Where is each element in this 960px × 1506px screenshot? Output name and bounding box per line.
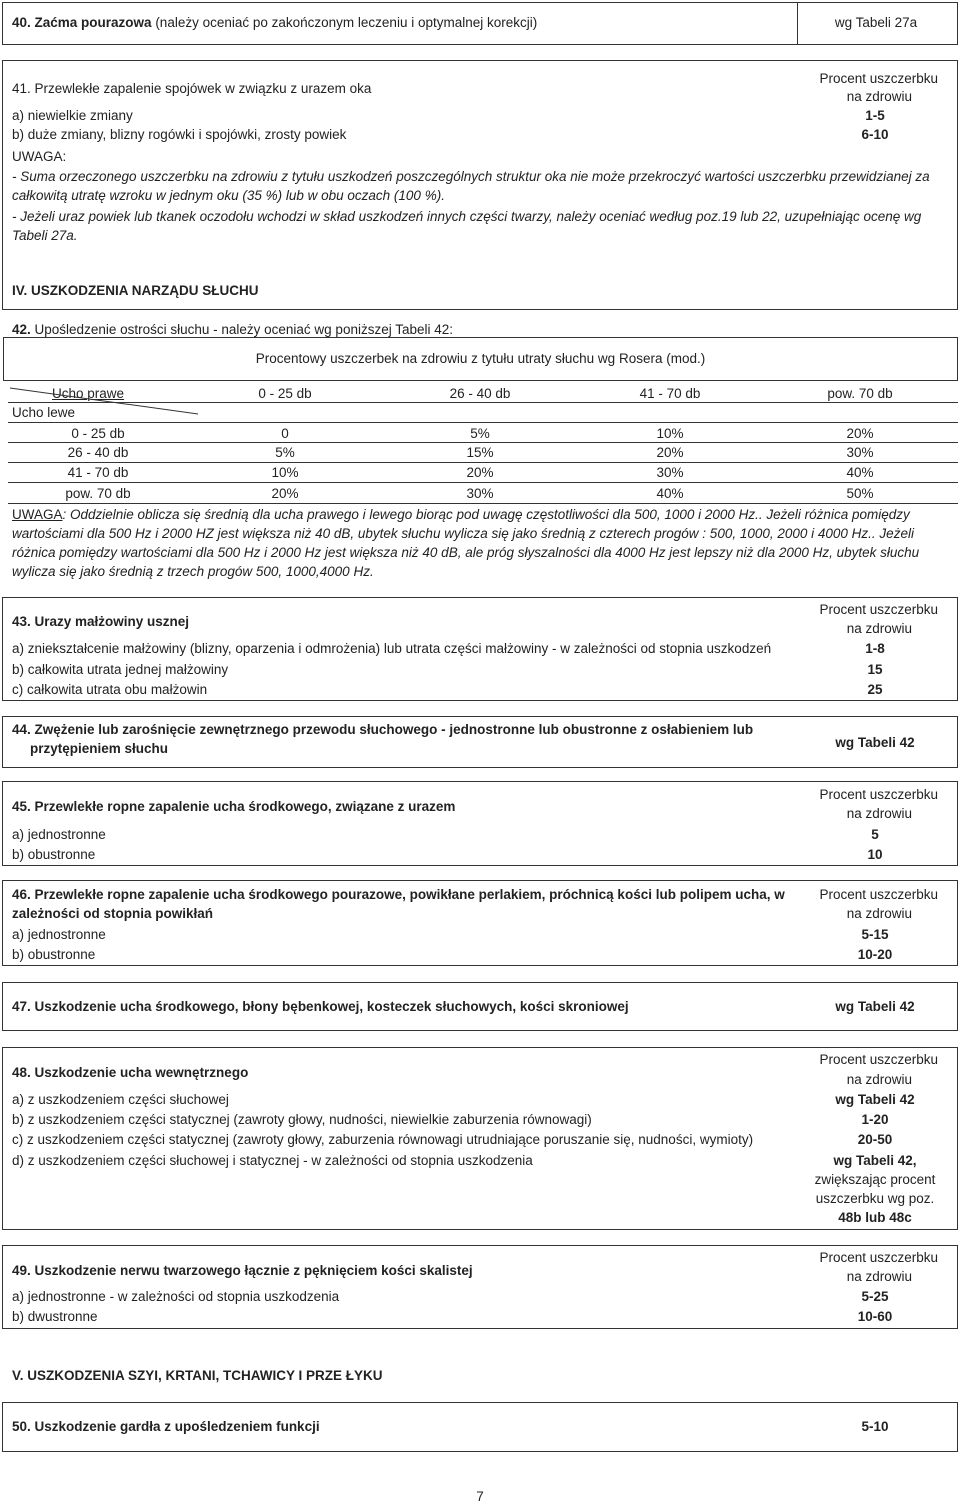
note-41-2: - Jeżeli uraz powiek lub tkanek oczodołu wchodzi w skład uszkodzeń innych części twarzy, należy oceniać według poz.19 lub 22, uzupełniając ocenę wg Tabeli 27a. xyxy=(12,209,922,243)
item-48b-value: 1-20 xyxy=(861,1112,889,1127)
percent-header: Procent uszczerbku xyxy=(819,1250,938,1265)
divider xyxy=(797,2,798,45)
section-48-title: 48. Uszkodzenie ucha wewnętrznego xyxy=(12,1065,249,1080)
col-header-4: pow. 70 db xyxy=(827,386,893,401)
page-number: 7 xyxy=(476,1489,484,1504)
table-cell: 0 xyxy=(281,426,289,441)
item-48d-value-2: zwiększając procent xyxy=(814,1172,936,1187)
item-49b-value: 10-60 xyxy=(857,1309,893,1324)
table-cell: 10% xyxy=(271,465,299,480)
item-48d-value-4: 48b lub 48c xyxy=(838,1210,912,1225)
table-cell: 20% xyxy=(656,445,684,460)
percent-header: Procent uszczerbku xyxy=(819,787,938,802)
row-label: 0 - 25 db xyxy=(71,426,125,441)
section-44-title-line2: przytępieniem słuchu xyxy=(30,741,169,756)
item-48d-value-1: wg Tabeli 42, xyxy=(833,1153,917,1168)
percent-header-sub: na zdrowiu xyxy=(846,1269,912,1284)
percent-header: Procent uszczerbku xyxy=(819,71,938,86)
item-45b: b) obustronne xyxy=(12,847,96,862)
note-42: UWAGA: Oddzielnie oblicza się średnią dla ucha prawego i lewego biorąc pod uwagę częstotliwości dla 500, 1000 i 2000 Hz.. Jeżeli różnica pomiędzy wartościami dla 500 Hz i 2000 HZ jest większa niż 40 dB, ubytek słuchu wylicza się jako średnią z czterech progów : 500, 1000, 2000 i 4000 Hz.. Jeżeli różnica pomiędzy wartościami dla 500 Hz i 2000 Hz jest większa niż 40 dB, ale próg słyszalności dla 4000 Hz jest lepszy niż dla 2000 Hz, ubytek słuchu wylicza się jako średnią z trzech progów 500, 1000,4000 Hz. xyxy=(12,507,920,579)
section-47-ref: wg Tabeli 42 xyxy=(835,999,915,1014)
table-cell: 30% xyxy=(466,486,494,501)
item-45b-value: 10 xyxy=(867,847,883,862)
row-rule xyxy=(8,503,958,504)
col-header-3: 41 - 70 db xyxy=(639,386,701,401)
section-49-title: 49. Uszkodzenie nerwu twarzowego łącznie z pęknięciem kości skalistej xyxy=(12,1263,473,1278)
table-cell: 20% xyxy=(271,486,299,501)
percent-header-sub: na zdrowiu xyxy=(846,1072,912,1087)
item-49b: b) dwustronne xyxy=(12,1309,98,1324)
section-40-ref: wg Tabeli 27a xyxy=(834,15,918,30)
item-45a: a) jednostronne xyxy=(12,827,106,842)
table-cell: 50% xyxy=(846,486,874,501)
item-48c-value: 20-50 xyxy=(857,1132,893,1147)
item-46b-value: 10-20 xyxy=(857,947,893,962)
section-42-title: 42. Upośledzenie ostrości słuchu - należy oceniać wg poniższej Tabeli 42: xyxy=(12,322,454,337)
section-47-title: 47. Uszkodzenie ucha środkowego, błony bębenkowej, kosteczek słuchowych, kości skroniowej xyxy=(12,999,629,1014)
section-46-title-line1: 46. Przewlekłe ropne zapalenie ucha środkowego pourazowe, powikłane perlakiem, próchnicą kości lub polipem ucha, w xyxy=(12,887,785,902)
item-43a: a) zniekształcenie małżowiny (blizny, oparzenia i odmrożenia) lub utrata części małżowiny - w zależności od stopnia uszkodzeń xyxy=(12,641,772,656)
table-cell: 40% xyxy=(846,465,874,480)
item-43a-value: 1-8 xyxy=(865,641,885,656)
item-48a-value: wg Tabeli 42 xyxy=(835,1092,915,1107)
corner-left-ear: Ucho lewe xyxy=(12,405,76,420)
section-46-title-line2: zależności od stopnia powikłań xyxy=(12,906,214,921)
item-48a: a) z uszkodzeniem części słuchowej xyxy=(12,1092,229,1107)
row-rule xyxy=(8,482,958,483)
section-41-title: 41. Przewlekłe zapalenie spojówek w związku z urazem oka xyxy=(12,81,372,96)
section-44-ref: wg Tabeli 42 xyxy=(835,735,915,750)
row-rule xyxy=(8,462,958,463)
item-49a-value: 5-25 xyxy=(861,1289,889,1304)
percent-header-sub: na zdrowiu xyxy=(846,806,912,821)
note-41-1: - Suma orzeczonego uszczerbku na zdrowiu z tytułu uszkodzeń poszczególnych struktur oka nie może przekroczyć wartości uszczerbku przewidzianej za całkowitą utratę wzroku w jednym oku (35 %) lub w obu oczach (100 %). xyxy=(12,169,930,203)
table-cell: 40% xyxy=(656,486,684,501)
item-43b-value: 15 xyxy=(867,662,883,677)
table-cell: 5% xyxy=(275,445,295,460)
row-rule xyxy=(8,422,958,423)
item-46b: b) obustronne xyxy=(12,947,96,962)
section-50-title: 50. Uszkodzenie gardła z upośledzeniem funkcji xyxy=(12,1419,320,1434)
table-cell: 5% xyxy=(470,426,490,441)
item-41b-value: 6-10 xyxy=(861,127,889,142)
section-49 xyxy=(2,1245,958,1329)
section-50-value: 5-10 xyxy=(861,1419,889,1434)
percent-header: Procent uszczerbku xyxy=(819,887,938,902)
item-43b: b) całkowita utrata jednej małżowiny xyxy=(12,662,229,677)
corner-right-ear: Ucho prawe xyxy=(52,386,125,401)
item-48d: d) z uszkodzeniem części słuchowej i statycznej - w zależności od stopnia uszkodzenia xyxy=(12,1153,533,1168)
row-rule xyxy=(8,442,958,443)
percent-header-sub: na zdrowiu xyxy=(846,89,912,104)
chapter-4-heading: IV. USZKODZENIA NARZĄDU SŁUCHU xyxy=(12,283,259,298)
section-43-title: 43. Urazy małżowiny usznej xyxy=(12,614,190,629)
item-43c-value: 25 xyxy=(867,682,883,697)
table-cell: 10% xyxy=(656,426,684,441)
row-label: 41 - 70 db xyxy=(67,465,129,480)
item-41a-value: 1-5 xyxy=(865,108,885,123)
table-cell: 20% xyxy=(466,465,494,480)
table-cell: 30% xyxy=(656,465,684,480)
percent-header-sub: na zdrowiu xyxy=(846,621,912,636)
table-cell: 30% xyxy=(846,445,874,460)
col-header-1: 0 - 25 db xyxy=(258,386,312,401)
table-cell: 15% xyxy=(466,445,494,460)
section-45-title: 45. Przewlekłe ropne zapalenie ucha środkowego, związane z urazem xyxy=(12,799,456,814)
row-label: pow. 70 db xyxy=(65,486,131,501)
percent-header: Procent uszczerbku xyxy=(819,602,938,617)
item-43c: c) całkowita utrata obu małżowin xyxy=(12,682,208,697)
percent-header: Procent uszczerbku xyxy=(819,1052,938,1067)
row-label: 26 - 40 db xyxy=(67,445,129,460)
item-49a: a) jednostronne - w zależności od stopnia uszkodzenia xyxy=(12,1289,340,1304)
item-48b: b) z uszkodzeniem części statycznej (zawroty głowy, nudności, niewielkie zaburzenia równowagi) xyxy=(12,1112,592,1127)
percent-header-sub: na zdrowiu xyxy=(846,906,912,921)
section-44-title-line1: 44. Zwężenie lub zarośnięcie zewnętrznego przewodu słuchowego - jednostronne lub obustronne z osłabieniem lub xyxy=(12,722,754,737)
item-46a: a) jednostronne xyxy=(12,927,106,942)
note-label: UWAGA: xyxy=(12,149,67,164)
item-45a-value: 5 xyxy=(871,827,879,842)
chapter-5-heading: V. USZKODZENIA SZYI, KRTANI, TCHAWICY I PRZE ŁYKU xyxy=(12,1368,383,1383)
col-header-2: 26 - 40 db xyxy=(449,386,511,401)
hearing-table-title: Procentowy uszczerbek na zdrowiu z tytułu utraty słuchu wg Rosera (mod.) xyxy=(255,351,706,366)
item-41a: a) niewielkie zmiany xyxy=(12,108,133,123)
item-48c: c) z uszkodzeniem części statycznej (zawroty głowy, zaburzenia równowagi utrudniające poruszanie się, nudności, wymioty) xyxy=(12,1132,754,1147)
item-48d-value-3: uszczerbku wg poz. xyxy=(815,1191,935,1206)
item-46a-value: 5-15 xyxy=(861,927,889,942)
table-cell: 20% xyxy=(846,426,874,441)
section-40-title: 40. Zaćma pourazowa (należy oceniać po zakończonym leczeniu i optymalnej korekcji) xyxy=(12,15,538,30)
item-41b: b) duże zmiany, blizny rogówki i spojówki, zrosty powiek xyxy=(12,127,347,142)
section-45 xyxy=(2,781,958,866)
